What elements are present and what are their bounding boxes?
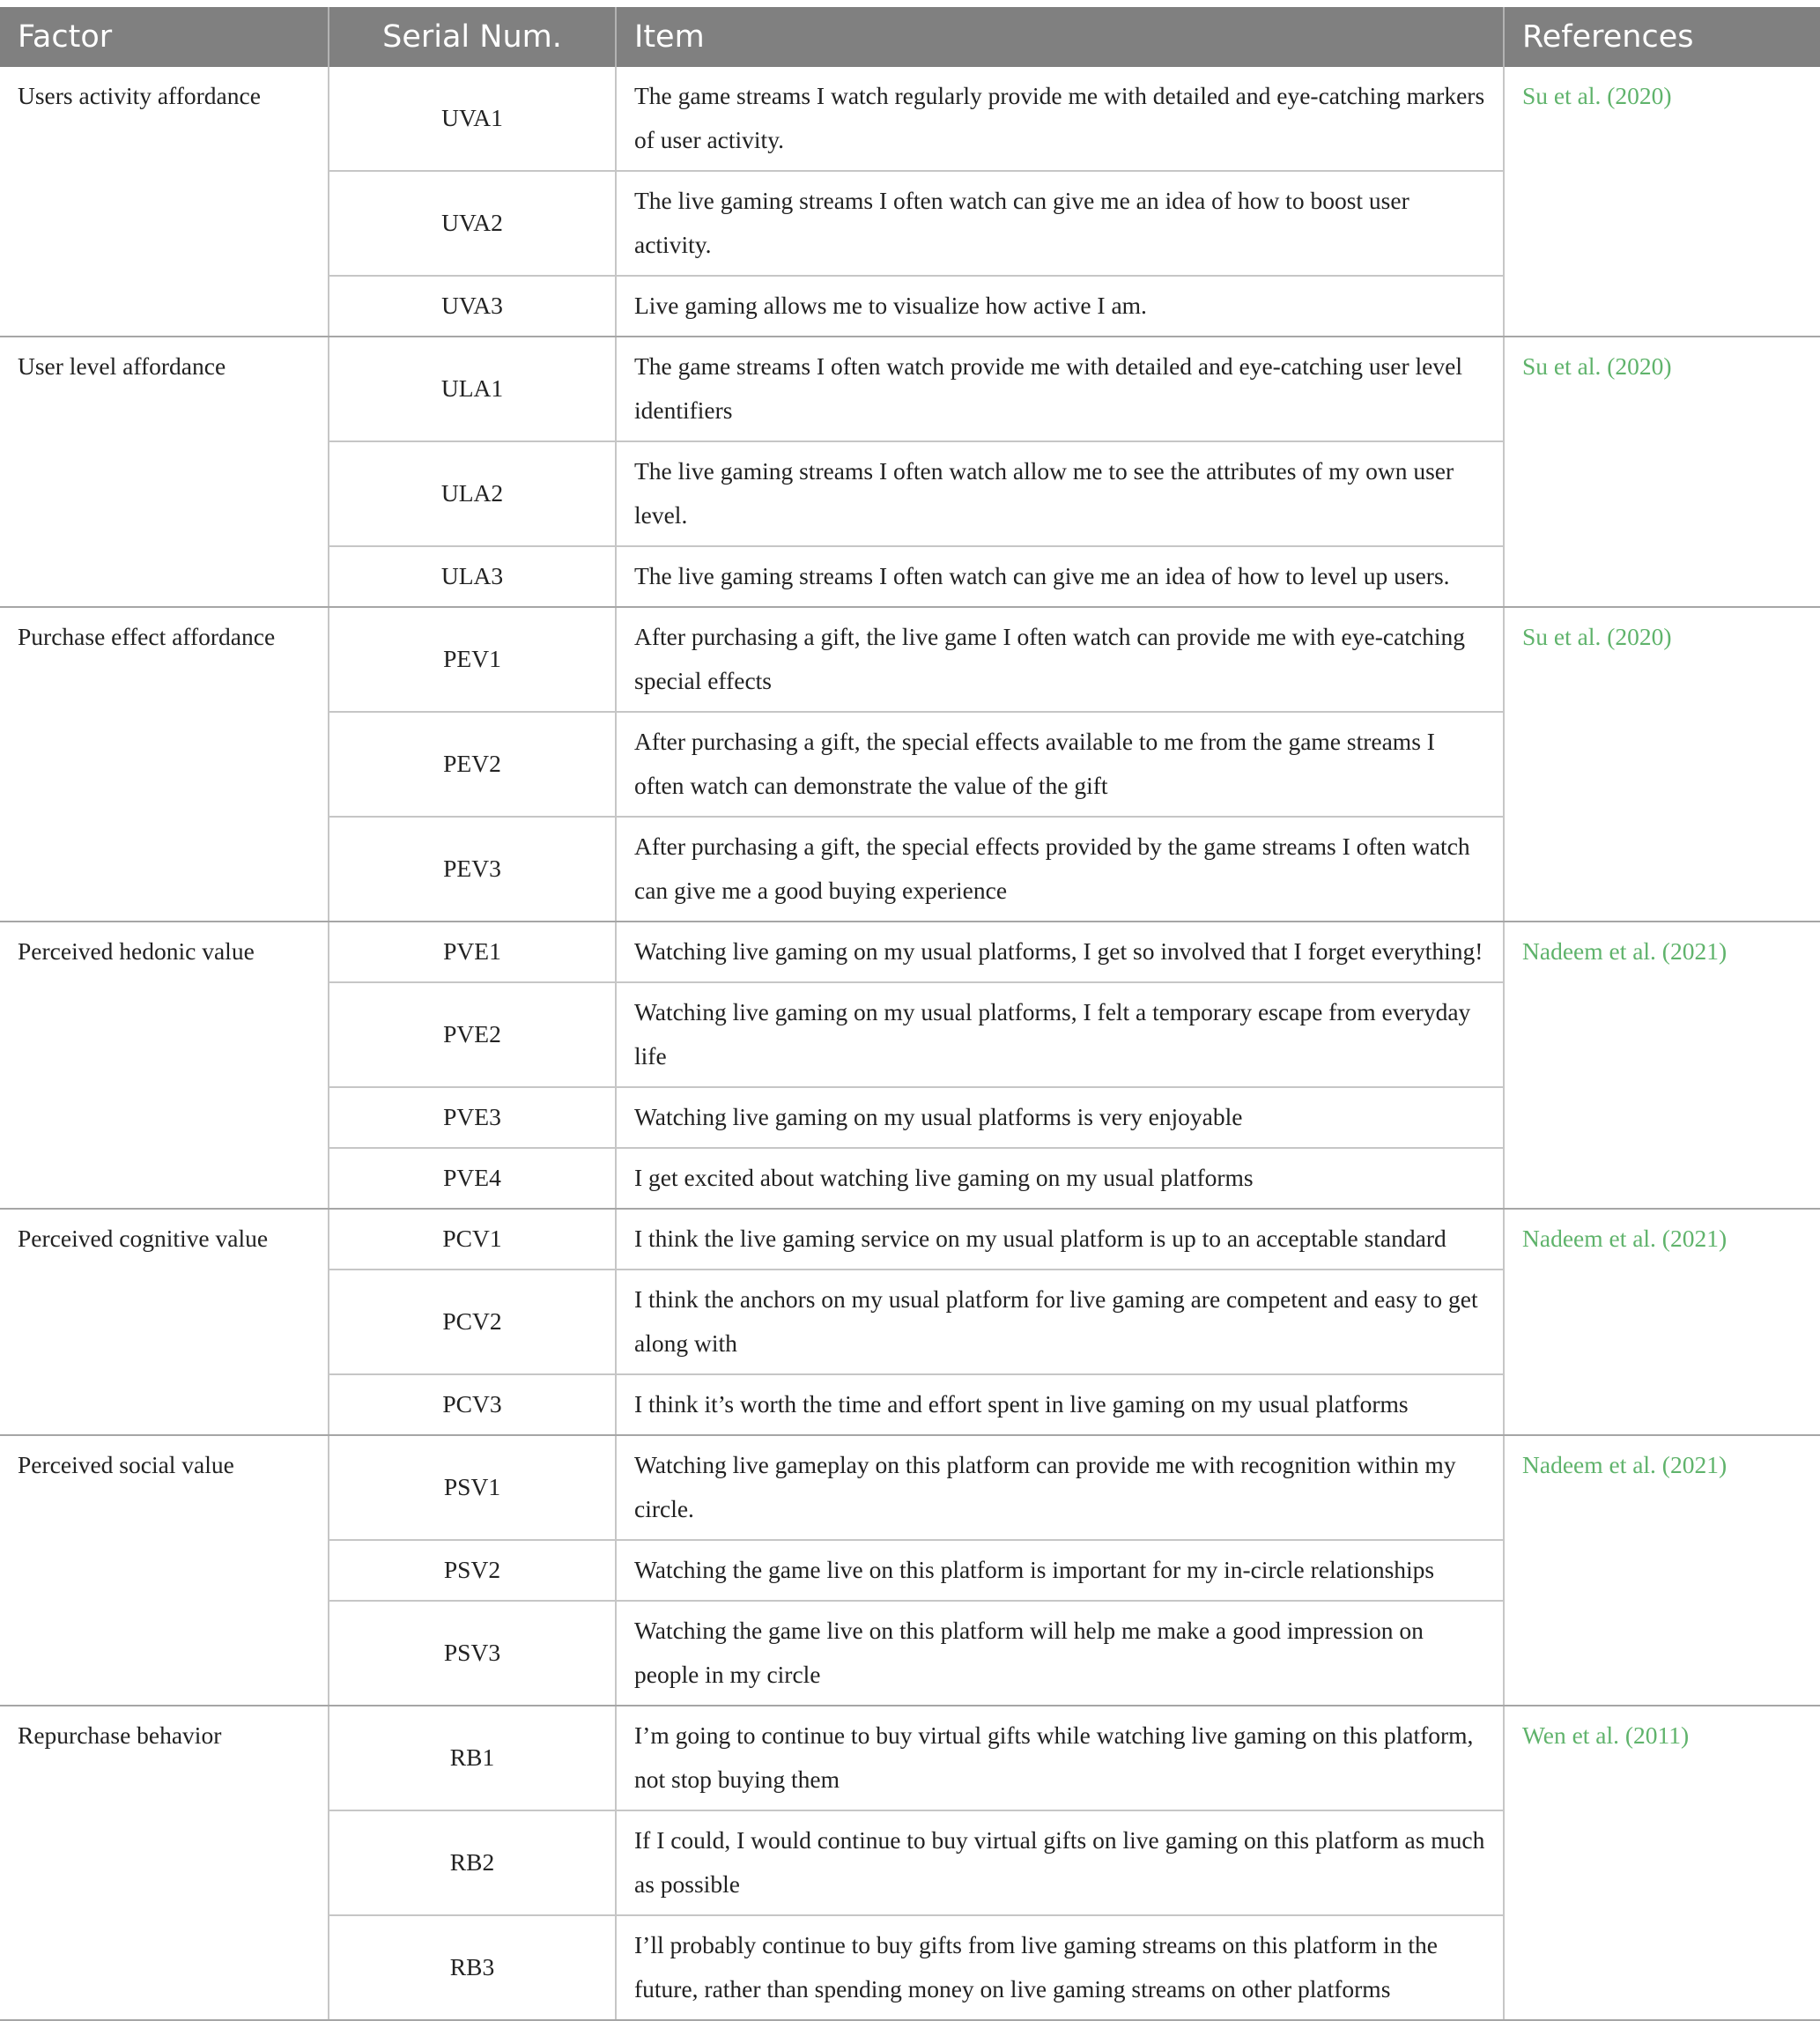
- serial-num-cell: ULA2: [329, 441, 616, 546]
- serial-num-cell: UVA1: [329, 67, 616, 171]
- reference-link[interactable]: Nadeem et al. (2021): [1504, 1435, 1820, 1706]
- header-factor: Factor: [0, 7, 329, 67]
- table-header-row: [0, 7, 1820, 67]
- table-body: [0, 67, 1820, 2020]
- item-text-cell: I’m going to continue to buy virtual gifts while watching live gaming on this platform, not stop buying them: [616, 1706, 1504, 1810]
- serial-num-cell: ULA1: [329, 337, 616, 441]
- serial-num-cell: PCV1: [329, 1209, 616, 1270]
- serial-num-cell: RB3: [329, 1915, 616, 2020]
- table-row: [0, 1706, 1820, 1810]
- item-text-cell: After purchasing a gift, the special effects available to me from the game streams I often watch can demonstrate the value of the gift: [616, 712, 1504, 817]
- serial-num-cell: PEV3: [329, 817, 616, 922]
- item-text-cell: Watching live gaming on my usual platforms is very enjoyable: [616, 1087, 1504, 1148]
- serial-num-cell: PSV1: [329, 1435, 616, 1540]
- factor-cell: Repurchase behavior: [0, 1706, 329, 2020]
- serial-num-cell: PEV2: [329, 712, 616, 817]
- serial-num-cell: ULA3: [329, 546, 616, 607]
- serial-num-cell: PVE4: [329, 1148, 616, 1209]
- item-text-cell: I think it’s worth the time and effort spent in live gaming on my usual platforms: [616, 1374, 1504, 1435]
- item-text-cell: Watching live gaming on my usual platforms, I felt a temporary escape from everyday life: [616, 982, 1504, 1087]
- item-text-cell: Watching the game live on this platform is important for my in-circle relationships: [616, 1540, 1504, 1601]
- factor-cell: User level affordance: [0, 337, 329, 607]
- item-text-cell: If I could, I would continue to buy virtual gifts on live gaming on this platform as much as possible: [616, 1810, 1504, 1915]
- item-text-cell: Watching the game live on this platform will help me make a good impression on people in my circle: [616, 1601, 1504, 1706]
- factor-cell: Purchase effect affordance: [0, 607, 329, 922]
- header-serial-num: Serial Num.: [329, 7, 616, 67]
- table-row: [0, 922, 1820, 982]
- item-text-cell: I think the anchors on my usual platform for live gaming are competent and easy to get along with: [616, 1270, 1504, 1374]
- table-row: [0, 1435, 1820, 1540]
- reference-link[interactable]: Su et al. (2020): [1504, 607, 1820, 922]
- factor-cell: Users activity affordance: [0, 67, 329, 337]
- item-text-cell: The game streams I watch regularly provide me with detailed and eye-catching markers of user activity.: [616, 67, 1504, 171]
- table-row: [0, 67, 1820, 171]
- serial-num-cell: PVE1: [329, 922, 616, 982]
- header-item: Item: [616, 7, 1504, 67]
- serial-num-cell: PSV2: [329, 1540, 616, 1601]
- item-text-cell: The game streams I often watch provide me with detailed and eye-catching user level identifiers: [616, 337, 1504, 441]
- header-references: References: [1504, 7, 1820, 67]
- serial-num-cell: PSV3: [329, 1601, 616, 1706]
- serial-num-cell: RB2: [329, 1810, 616, 1915]
- item-text-cell: The live gaming streams I often watch can give me an idea of how to boost user activity.: [616, 171, 1504, 276]
- reference-link[interactable]: Su et al. (2020): [1504, 337, 1820, 607]
- reference-link[interactable]: Su et al. (2020): [1504, 67, 1820, 337]
- item-text-cell: Watching live gameplay on this platform can provide me with recognition within my circle.: [616, 1435, 1504, 1540]
- measurement-items-table-container: [0, 7, 1820, 2021]
- serial-num-cell: PCV2: [329, 1270, 616, 1374]
- reference-link[interactable]: Nadeem et al. (2021): [1504, 1209, 1820, 1435]
- serial-num-cell: PEV1: [329, 607, 616, 712]
- item-text-cell: I’ll probably continue to buy gifts from live gaming streams on this platform in the future, rather than spending money on live gaming streams on other platforms: [616, 1915, 1504, 2020]
- reference-link[interactable]: Nadeem et al. (2021): [1504, 922, 1820, 1209]
- serial-num-cell: PVE2: [329, 982, 616, 1087]
- item-text-cell: After purchasing a gift, the live game I often watch can provide me with eye-catching special effects: [616, 607, 1504, 712]
- item-text-cell: I get excited about watching live gaming on my usual platforms: [616, 1148, 1504, 1209]
- item-text-cell: The live gaming streams I often watch allow me to see the attributes of my own user level.: [616, 441, 1504, 546]
- serial-num-cell: UVA3: [329, 276, 616, 337]
- factor-cell: Perceived cognitive value: [0, 1209, 329, 1435]
- item-text-cell: After purchasing a gift, the special effects provided by the game streams I often watch can give me a good buying experience: [616, 817, 1504, 922]
- item-text-cell: Live gaming allows me to visualize how active I am.: [616, 276, 1504, 337]
- serial-num-cell: UVA2: [329, 171, 616, 276]
- item-text-cell: Watching live gaming on my usual platforms, I get so involved that I forget everything!: [616, 922, 1504, 982]
- serial-num-cell: RB1: [329, 1706, 616, 1810]
- factor-cell: Perceived social value: [0, 1435, 329, 1706]
- serial-num-cell: PVE3: [329, 1087, 616, 1148]
- item-text-cell: I think the live gaming service on my usual platform is up to an acceptable standard: [616, 1209, 1504, 1270]
- measurement-items-table: [0, 7, 1820, 2021]
- table-row: [0, 607, 1820, 712]
- table-row: [0, 337, 1820, 441]
- reference-link[interactable]: Wen et al. (2011): [1504, 1706, 1820, 2020]
- item-text-cell: The live gaming streams I often watch can give me an idea of how to level up users.: [616, 546, 1504, 607]
- table-row: [0, 1209, 1820, 1270]
- factor-cell: Perceived hedonic value: [0, 922, 329, 1209]
- serial-num-cell: PCV3: [329, 1374, 616, 1435]
